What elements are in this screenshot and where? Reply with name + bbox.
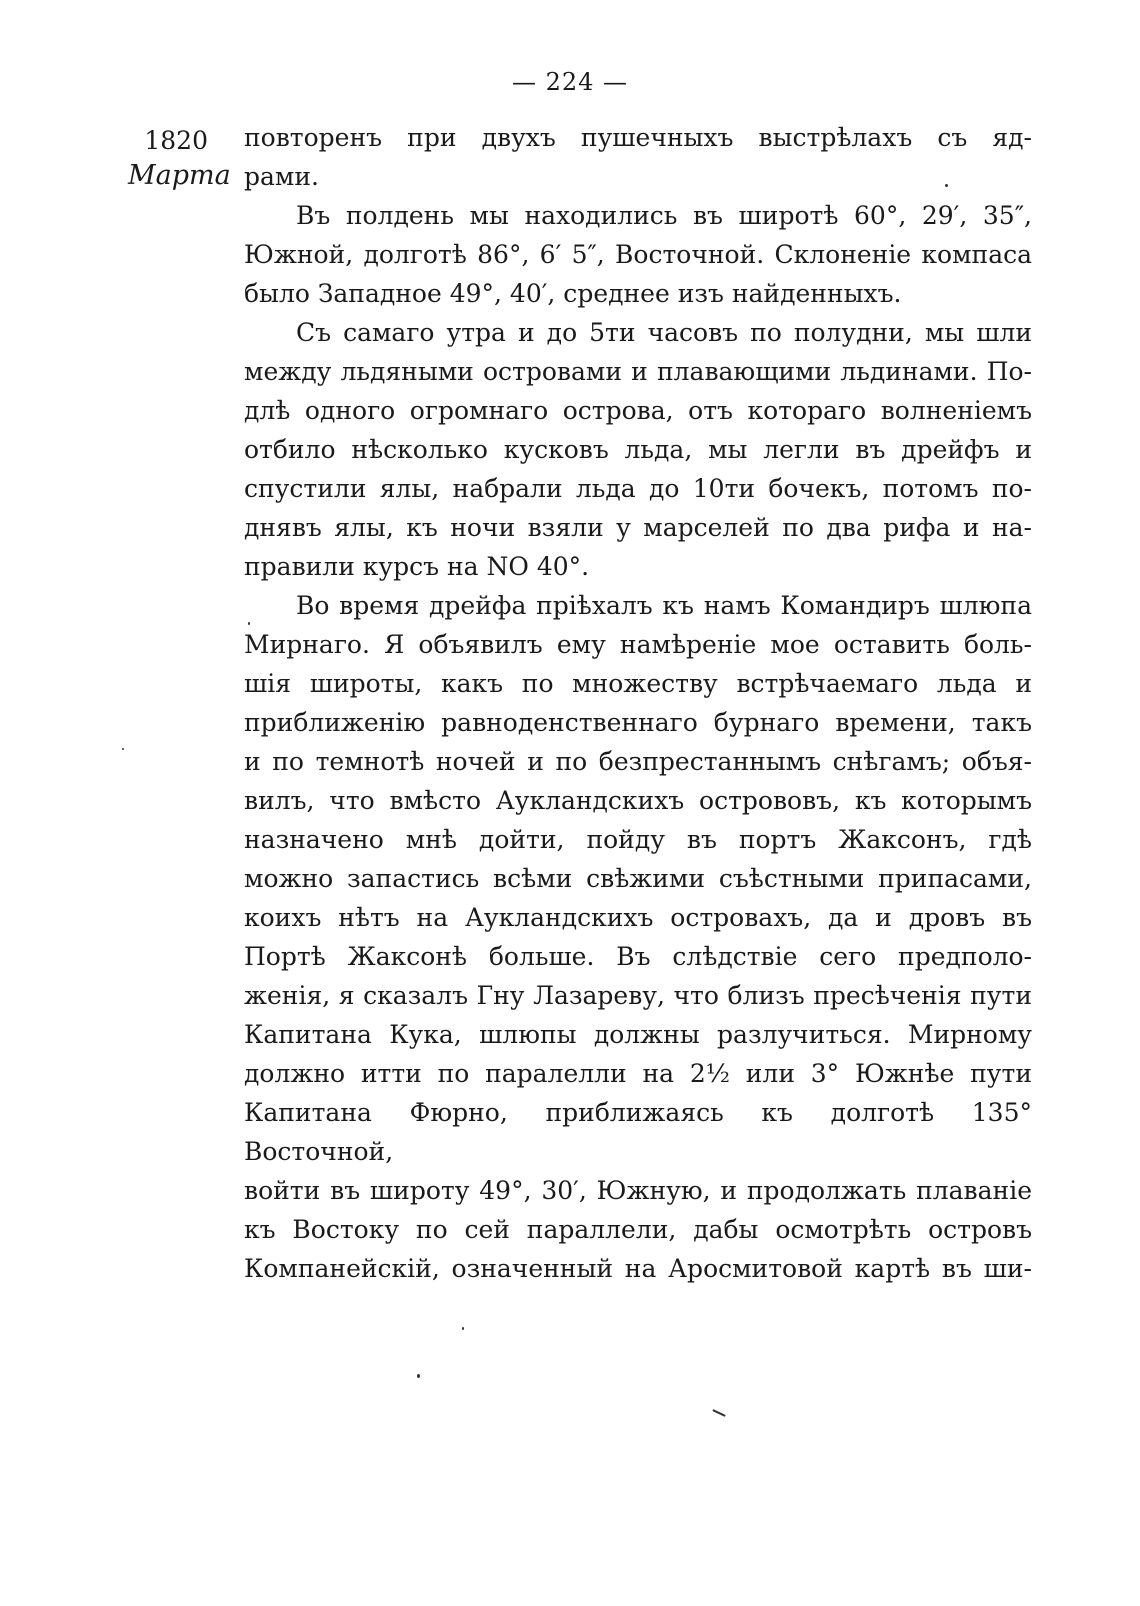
text-line: днявъ ялы, къ ночи взяли у марселей по два рифа и на- [244, 513, 1032, 542]
text-line: вилъ, что вмѣсто Аукландскихъ острововъ, къ которымъ [244, 786, 1032, 815]
text-line: и по темнотѣ ночей и по безпрестаннымъ снѣгамъ; объя- [244, 747, 1032, 776]
text-line: Мирнаго. Я объявилъ ему намѣреніе мое оставить боль- [244, 630, 1032, 659]
text-line: Южной, долготѣ 86°, 6′ 5″, Восточной. Склоненіе компаса [244, 240, 1032, 269]
page-number: — 224 — [511, 68, 629, 96]
scan-speck [248, 622, 250, 625]
scan-speck [945, 184, 948, 187]
paragraph [244, 196, 1032, 313]
text-line: рами. [244, 162, 319, 191]
text-line: назначено мнѣ дойти, пойду въ портъ Жаксонъ, гдѣ [244, 825, 1032, 854]
text-line: было Западное 49°, 40′, среднее изъ найденныхъ. [244, 279, 902, 308]
text-line: шія широты, какъ по множеству встрѣчаемаго льда и [244, 669, 1032, 698]
text-line: коихъ нѣтъ на Аукландскихъ островахъ, да и дровъ въ [244, 903, 1032, 932]
text-line: длѣ одного огромнаго острова, отъ котораго волненіемъ [244, 396, 1032, 425]
text-line: отбило нѣсколько кусковъ льда, мы легли въ дрейфъ и [244, 435, 1032, 464]
paragraph [244, 118, 1032, 196]
text-line: къ Востоку по сей параллели, дабы осмотрѣть островъ [244, 1215, 1032, 1244]
text-line: между льдяными островами и плавающими льдинами. По- [244, 357, 1032, 386]
text-line: Съ самаго утра и до 5ти часовъ по полудни, мы шли [296, 318, 1032, 347]
text-line: можно запастись всѣми свѣжими съѣстными припасами, [244, 864, 1032, 893]
text-line: правили курсъ на NO 40°. [244, 552, 590, 581]
scan-speck [712, 1409, 726, 1417]
paragraph [244, 313, 1032, 586]
text-line: Капитана Фюрно, приближаясь къ долготѣ 135° Восточной, [244, 1098, 1032, 1166]
text-line: женія, я сказалъ Гну Лазареву, что близъ пресѣченія пути [244, 981, 1032, 1010]
text-line: повторенъ при двухъ пушечныхъ выстрѣлахъ съ яд- [244, 123, 1032, 152]
text-line: Компанейскій, означенный на Аросмитовой картѣ въ ши- [244, 1254, 1032, 1283]
paragraph [244, 586, 1032, 1288]
scan-speck [122, 748, 124, 750]
text-line: войти въ широту 49°, 30′, Южную, и продолжать плаваніе [244, 1176, 1032, 1205]
scan-speck [417, 1374, 420, 1378]
text-line: Портѣ Жаксонѣ больше. Въ слѣдствіе сего предполо- [244, 942, 1032, 971]
text-line: Капитана Кука, шлюпы должны разлучиться. Мирному [244, 1020, 1032, 1049]
body-text [244, 118, 1032, 1288]
text-line: должно итти по паралелли на 2½ или 3° Южнѣе пути [244, 1059, 1032, 1088]
margin-month: Марта [128, 160, 231, 191]
margin-year: 1820 [144, 126, 208, 155]
text-line: Въ полдень мы находились въ широтѣ 60°, 29′, 35″, [296, 201, 1032, 230]
text-line: приближенію равноденственнаго бурнаго времени, такъ [244, 708, 1032, 737]
scan-speck [462, 1327, 464, 1330]
text-line: спустили ялы, набрали льда до 10ти бочекъ, потомъ по- [244, 474, 1032, 503]
text-line: Во время дрейфа пріѣхалъ къ намъ Командиръ шлюпа [296, 591, 1032, 620]
